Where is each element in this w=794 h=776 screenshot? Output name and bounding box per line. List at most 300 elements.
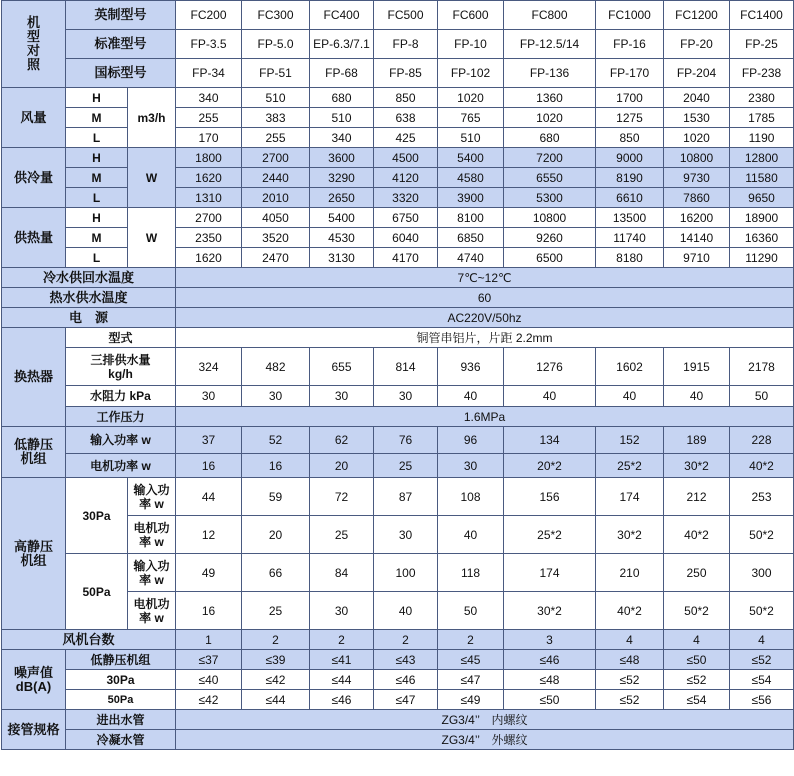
value-cell: FP-8 bbox=[374, 30, 438, 59]
value-cell: 25*2 bbox=[596, 454, 664, 478]
spec-table-body bbox=[2, 1, 794, 750]
value-cell: 25 bbox=[310, 516, 374, 554]
value-cell: 383 bbox=[242, 108, 310, 128]
value-cell: 152 bbox=[596, 427, 664, 454]
water-flow-label-line: kg/h bbox=[108, 366, 133, 381]
value-cell: 30*2 bbox=[504, 592, 596, 630]
noise-condition-label: 50Pa bbox=[66, 690, 176, 710]
value-cell: 4530 bbox=[310, 228, 374, 248]
noise-condition-label: 低静压机组 bbox=[66, 650, 176, 670]
value-cell: 9730 bbox=[664, 168, 730, 188]
value-cell: 4740 bbox=[438, 248, 504, 268]
high-static-label-line: 高静压 bbox=[13, 538, 53, 554]
value-cell: 2440 bbox=[242, 168, 310, 188]
value-cell: 6550 bbox=[504, 168, 596, 188]
value-cell: 96 bbox=[438, 427, 504, 454]
model-row-label: 国标型号 bbox=[66, 59, 176, 88]
value-cell: 228 bbox=[730, 427, 794, 454]
value-cell: FC600 bbox=[438, 1, 504, 30]
value-cell: 11290 bbox=[730, 248, 794, 268]
value-cell: FP-10 bbox=[438, 30, 504, 59]
value-cell: 850 bbox=[596, 128, 664, 148]
value-cell: FC1000 bbox=[596, 1, 664, 30]
fan-count-label: 风机台数 bbox=[2, 630, 176, 650]
static-pressure-label: 50Pa bbox=[66, 554, 128, 630]
value-cell: 3900 bbox=[438, 188, 504, 208]
value-cell: 40*2 bbox=[730, 454, 794, 478]
cold-water-temp-label: 冷水供回水温度 bbox=[2, 268, 176, 288]
heating-capacity-unit: W bbox=[128, 208, 176, 268]
value-cell: 2 bbox=[242, 630, 310, 650]
value-cell: ≤52 bbox=[664, 670, 730, 690]
value-cell: 18900 bbox=[730, 208, 794, 228]
value-cell: 3 bbox=[504, 630, 596, 650]
value-cell: 170 bbox=[176, 128, 242, 148]
value-cell: 11740 bbox=[596, 228, 664, 248]
speed-level: H bbox=[66, 208, 128, 228]
value-cell: 936 bbox=[438, 348, 504, 386]
value-cell: 16 bbox=[242, 454, 310, 478]
value-cell: FC400 bbox=[310, 1, 374, 30]
value-cell: 255 bbox=[242, 128, 310, 148]
value-cell: FP-136 bbox=[504, 59, 596, 88]
pipe-inlet-value: ZG3/4’’ 内螺纹 bbox=[176, 710, 794, 730]
hot-water-temp-value: 60 bbox=[176, 288, 794, 308]
static-pressure-label: 30Pa bbox=[66, 478, 128, 554]
value-cell: 3290 bbox=[310, 168, 374, 188]
value-cell: FP-25 bbox=[730, 30, 794, 59]
value-cell: 4 bbox=[596, 630, 664, 650]
value-cell: 134 bbox=[504, 427, 596, 454]
value-cell: 2650 bbox=[310, 188, 374, 208]
value-cell: 1800 bbox=[176, 148, 242, 168]
value-cell: 8180 bbox=[596, 248, 664, 268]
heating-capacity-label: 供热量 bbox=[2, 208, 66, 268]
high-static-input-label bbox=[128, 478, 176, 516]
value-cell: 1360 bbox=[504, 88, 596, 108]
high-static-motor-label-line: 电机功 bbox=[133, 596, 170, 611]
value-cell: 25*2 bbox=[504, 516, 596, 554]
value-cell: 156 bbox=[504, 478, 596, 516]
model-row-label: 标准型号 bbox=[66, 30, 176, 59]
value-cell: 1020 bbox=[504, 108, 596, 128]
speed-level: H bbox=[66, 88, 128, 108]
water-resistance-row bbox=[2, 386, 794, 407]
noise-condition-label: 30Pa bbox=[66, 670, 176, 690]
value-cell: FP-238 bbox=[730, 59, 794, 88]
value-cell: 7200 bbox=[504, 148, 596, 168]
value-cell: 6500 bbox=[504, 248, 596, 268]
airflow-row bbox=[2, 108, 794, 128]
value-cell: 510 bbox=[310, 108, 374, 128]
value-cell: 2010 bbox=[242, 188, 310, 208]
value-cell: 44 bbox=[176, 478, 242, 516]
value-cell: 62 bbox=[310, 427, 374, 454]
value-cell: 8100 bbox=[438, 208, 504, 228]
value-cell: 30*2 bbox=[596, 516, 664, 554]
value-cell: 9000 bbox=[596, 148, 664, 168]
value-cell: ≤54 bbox=[730, 670, 794, 690]
value-cell: ≤46 bbox=[310, 690, 374, 710]
value-cell: 4 bbox=[730, 630, 794, 650]
value-cell: 30 bbox=[176, 386, 242, 407]
value-cell: ≤48 bbox=[596, 650, 664, 670]
high-static-motor-label bbox=[128, 592, 176, 630]
value-cell: ≤41 bbox=[310, 650, 374, 670]
value-cell: 5400 bbox=[310, 208, 374, 228]
value-cell: 510 bbox=[438, 128, 504, 148]
value-cell: 30 bbox=[438, 454, 504, 478]
value-cell: ≤48 bbox=[504, 670, 596, 690]
speed-level: M bbox=[66, 168, 128, 188]
value-cell: 324 bbox=[176, 348, 242, 386]
value-cell: 4500 bbox=[374, 148, 438, 168]
value-cell: FP-3.5 bbox=[176, 30, 242, 59]
high-static-motor-label-line: 电机功 bbox=[133, 520, 170, 535]
value-cell: 850 bbox=[374, 88, 438, 108]
value-cell: 2040 bbox=[664, 88, 730, 108]
high-static-motor-label bbox=[128, 516, 176, 554]
cooling-capacity-row bbox=[2, 188, 794, 208]
value-cell: 2 bbox=[438, 630, 504, 650]
value-cell: 108 bbox=[438, 478, 504, 516]
low-static-motor-label: 电机功率 w bbox=[66, 454, 176, 478]
value-cell: 59 bbox=[242, 478, 310, 516]
value-cell: FP-102 bbox=[438, 59, 504, 88]
water-flow-label bbox=[66, 348, 176, 386]
value-cell: FP-204 bbox=[664, 59, 730, 88]
heat-exchanger-type-row bbox=[2, 328, 794, 348]
value-cell: 1785 bbox=[730, 108, 794, 128]
value-cell: 6610 bbox=[596, 188, 664, 208]
noise-row bbox=[2, 690, 794, 710]
value-cell: 40*2 bbox=[664, 516, 730, 554]
value-cell: 6040 bbox=[374, 228, 438, 248]
value-cell: ≤43 bbox=[374, 650, 438, 670]
exchanger-type-label: 型式 bbox=[66, 328, 176, 348]
value-cell: 40 bbox=[374, 592, 438, 630]
value-cell: 3130 bbox=[310, 248, 374, 268]
value-cell: 49 bbox=[176, 554, 242, 592]
value-cell: 1276 bbox=[504, 348, 596, 386]
value-cell: 66 bbox=[242, 554, 310, 592]
power-supply-value: AC220V/50hz bbox=[176, 308, 794, 328]
value-cell: 40 bbox=[504, 386, 596, 407]
value-cell: 482 bbox=[242, 348, 310, 386]
value-cell: 50*2 bbox=[664, 592, 730, 630]
working-pressure-value: 1.6MPa bbox=[176, 407, 794, 427]
speed-level: L bbox=[66, 188, 128, 208]
value-cell: FP-85 bbox=[374, 59, 438, 88]
power-supply-label: 电 源 bbox=[2, 308, 176, 328]
high-static-input-label-line: 输入功 bbox=[133, 482, 170, 497]
value-cell: 1 bbox=[176, 630, 242, 650]
cooling-capacity-row bbox=[2, 168, 794, 188]
value-cell: ≤44 bbox=[310, 670, 374, 690]
value-cell: 20 bbox=[242, 516, 310, 554]
value-cell: 50*2 bbox=[730, 516, 794, 554]
value-cell: 11580 bbox=[730, 168, 794, 188]
value-cell: 4 bbox=[664, 630, 730, 650]
value-cell: 40*2 bbox=[596, 592, 664, 630]
value-cell: 212 bbox=[664, 478, 730, 516]
value-cell: 210 bbox=[596, 554, 664, 592]
value-cell: ≤50 bbox=[504, 690, 596, 710]
value-cell: 250 bbox=[664, 554, 730, 592]
model-compare-header bbox=[2, 1, 66, 88]
value-cell: 8190 bbox=[596, 168, 664, 188]
value-cell: 50 bbox=[438, 592, 504, 630]
heating-capacity-row bbox=[2, 228, 794, 248]
value-cell: 340 bbox=[176, 88, 242, 108]
cooling-capacity-label: 供冷量 bbox=[2, 148, 66, 208]
high-static-input-row bbox=[2, 554, 794, 592]
hot-water-temp-label: 热水供水温度 bbox=[2, 288, 176, 308]
value-cell: ≤56 bbox=[730, 690, 794, 710]
value-cell: 2470 bbox=[242, 248, 310, 268]
value-cell: 4050 bbox=[242, 208, 310, 228]
value-cell: 50 bbox=[730, 386, 794, 407]
value-cell: 1020 bbox=[664, 128, 730, 148]
value-cell: 118 bbox=[438, 554, 504, 592]
value-cell: ≤52 bbox=[730, 650, 794, 670]
value-cell: 5400 bbox=[438, 148, 504, 168]
value-cell: 6850 bbox=[438, 228, 504, 248]
value-cell: 37 bbox=[176, 427, 242, 454]
noise-label-line: 噪声值 bbox=[13, 664, 53, 680]
value-cell: ≤54 bbox=[664, 690, 730, 710]
value-cell: 12 bbox=[176, 516, 242, 554]
value-cell: 1530 bbox=[664, 108, 730, 128]
value-cell: FP-5.0 bbox=[242, 30, 310, 59]
value-cell: 680 bbox=[504, 128, 596, 148]
cooling-capacity-row bbox=[2, 148, 794, 168]
low-static-motor-row bbox=[2, 454, 794, 478]
value-cell: 680 bbox=[310, 88, 374, 108]
value-cell: ≤49 bbox=[438, 690, 504, 710]
value-cell: 1190 bbox=[730, 128, 794, 148]
value-cell: 13500 bbox=[596, 208, 664, 228]
model-compare-line: 型 bbox=[26, 29, 40, 44]
speed-level: M bbox=[66, 108, 128, 128]
value-cell: 174 bbox=[504, 554, 596, 592]
value-cell: 10800 bbox=[664, 148, 730, 168]
value-cell: FP-68 bbox=[310, 59, 374, 88]
hot-water-temp-row bbox=[2, 288, 794, 308]
low-static-label-line: 机组 bbox=[20, 451, 47, 466]
cold-water-temp-value: 7℃~12℃ bbox=[176, 268, 794, 288]
value-cell: FC1200 bbox=[664, 1, 730, 30]
cooling-capacity-unit: W bbox=[128, 148, 176, 208]
noise-row bbox=[2, 670, 794, 690]
value-cell: 1310 bbox=[176, 188, 242, 208]
value-cell: 2178 bbox=[730, 348, 794, 386]
pipe-spec-label: 接管规格 bbox=[2, 710, 66, 750]
spec-table bbox=[1, 0, 794, 750]
value-cell: 16200 bbox=[664, 208, 730, 228]
value-cell: FC300 bbox=[242, 1, 310, 30]
working-pressure-label: 工作压力 bbox=[66, 407, 176, 427]
value-cell: 2700 bbox=[242, 148, 310, 168]
value-cell: 84 bbox=[310, 554, 374, 592]
value-cell: ≤47 bbox=[374, 690, 438, 710]
cold-water-temp-row bbox=[2, 268, 794, 288]
value-cell: 40 bbox=[438, 386, 504, 407]
value-cell: 2350 bbox=[176, 228, 242, 248]
value-cell: 4120 bbox=[374, 168, 438, 188]
power-supply-row bbox=[2, 308, 794, 328]
speed-level: H bbox=[66, 148, 128, 168]
water-flow-row bbox=[2, 348, 794, 386]
value-cell: 40 bbox=[438, 516, 504, 554]
value-cell: 1020 bbox=[438, 88, 504, 108]
value-cell: 14140 bbox=[664, 228, 730, 248]
model-row-label: 英制型号 bbox=[66, 1, 176, 30]
value-cell: 4580 bbox=[438, 168, 504, 188]
value-cell: ≤42 bbox=[176, 690, 242, 710]
value-cell: 25 bbox=[374, 454, 438, 478]
value-cell: FP-16 bbox=[596, 30, 664, 59]
high-static-input-row bbox=[2, 478, 794, 516]
value-cell: 1620 bbox=[176, 248, 242, 268]
model-compare-line: 机 bbox=[26, 15, 40, 30]
value-cell: 638 bbox=[374, 108, 438, 128]
value-cell: 12800 bbox=[730, 148, 794, 168]
value-cell: 10800 bbox=[504, 208, 596, 228]
value-cell: ≤37 bbox=[176, 650, 242, 670]
value-cell: 814 bbox=[374, 348, 438, 386]
value-cell: 76 bbox=[374, 427, 438, 454]
model-row bbox=[2, 30, 794, 59]
value-cell: 20*2 bbox=[504, 454, 596, 478]
low-static-input-label: 输入功率 w bbox=[66, 427, 176, 454]
value-cell: 40 bbox=[664, 386, 730, 407]
value-cell: 30 bbox=[374, 516, 438, 554]
value-cell: 9650 bbox=[730, 188, 794, 208]
water-resistance-label: 水阻力 kPa bbox=[66, 386, 176, 407]
value-cell: 189 bbox=[664, 427, 730, 454]
value-cell: 2 bbox=[374, 630, 438, 650]
value-cell: ≤47 bbox=[438, 670, 504, 690]
value-cell: 6750 bbox=[374, 208, 438, 228]
value-cell: 1915 bbox=[664, 348, 730, 386]
pipe-drain-label: 冷凝水管 bbox=[66, 730, 176, 750]
value-cell: ≤44 bbox=[242, 690, 310, 710]
value-cell: 510 bbox=[242, 88, 310, 108]
value-cell: 655 bbox=[310, 348, 374, 386]
value-cell: 1602 bbox=[596, 348, 664, 386]
heat-exchanger-label: 换热器 bbox=[2, 328, 66, 427]
low-static-label-line: 低静压 bbox=[13, 437, 53, 452]
value-cell: 425 bbox=[374, 128, 438, 148]
value-cell: 30 bbox=[310, 592, 374, 630]
value-cell: 5300 bbox=[504, 188, 596, 208]
value-cell: ≤52 bbox=[596, 690, 664, 710]
value-cell: 30*2 bbox=[664, 454, 730, 478]
water-flow-label-line: 三排供水量 bbox=[90, 352, 151, 367]
value-cell: FP-12.5/14 bbox=[504, 30, 596, 59]
value-cell: FP-170 bbox=[596, 59, 664, 88]
value-cell: 340 bbox=[310, 128, 374, 148]
value-cell: 3320 bbox=[374, 188, 438, 208]
pipe-inlet-label: 进出水管 bbox=[66, 710, 176, 730]
value-cell: 52 bbox=[242, 427, 310, 454]
high-static-label bbox=[2, 478, 66, 630]
value-cell: 2380 bbox=[730, 88, 794, 108]
low-static-input-row bbox=[2, 427, 794, 454]
value-cell: EP-6.3/7.1 bbox=[310, 30, 374, 59]
high-static-input-label-line: 输入功 bbox=[133, 558, 170, 573]
high-static-motor-label-line: 率 w bbox=[139, 534, 164, 549]
value-cell: 30 bbox=[242, 386, 310, 407]
speed-level: M bbox=[66, 228, 128, 248]
value-cell: 9710 bbox=[664, 248, 730, 268]
value-cell: FC500 bbox=[374, 1, 438, 30]
value-cell: 9260 bbox=[504, 228, 596, 248]
heating-capacity-row bbox=[2, 208, 794, 228]
low-static-label bbox=[2, 427, 66, 478]
value-cell: 100 bbox=[374, 554, 438, 592]
exchanger-type-value: 铜管串铝片，片距 2.2mm bbox=[176, 328, 794, 348]
value-cell: 7860 bbox=[664, 188, 730, 208]
value-cell: 2 bbox=[310, 630, 374, 650]
value-cell: 16 bbox=[176, 592, 242, 630]
pipe-drain-row bbox=[2, 730, 794, 750]
value-cell: 16 bbox=[176, 454, 242, 478]
fan-count-row bbox=[2, 630, 794, 650]
value-cell: 30 bbox=[310, 386, 374, 407]
speed-level: L bbox=[66, 248, 128, 268]
noise-label bbox=[2, 650, 66, 710]
value-cell: FP-51 bbox=[242, 59, 310, 88]
airflow-row bbox=[2, 88, 794, 108]
value-cell: ≤39 bbox=[242, 650, 310, 670]
value-cell: 2700 bbox=[176, 208, 242, 228]
noise-label-line: dB(A) bbox=[15, 678, 52, 694]
value-cell: ≤46 bbox=[504, 650, 596, 670]
working-pressure-row bbox=[2, 407, 794, 427]
value-cell: 30 bbox=[374, 386, 438, 407]
value-cell: 20 bbox=[310, 454, 374, 478]
airflow-row bbox=[2, 128, 794, 148]
airflow-label: 风量 bbox=[2, 88, 66, 148]
value-cell: FP-20 bbox=[664, 30, 730, 59]
noise-row bbox=[2, 650, 794, 670]
value-cell: ≤42 bbox=[242, 670, 310, 690]
value-cell: 87 bbox=[374, 478, 438, 516]
value-cell: 1700 bbox=[596, 88, 664, 108]
heating-capacity-row bbox=[2, 248, 794, 268]
value-cell: 300 bbox=[730, 554, 794, 592]
model-compare-line: 对 bbox=[26, 43, 40, 58]
value-cell: 40 bbox=[596, 386, 664, 407]
high-static-label-line: 机组 bbox=[20, 552, 47, 568]
value-cell: ≤45 bbox=[438, 650, 504, 670]
model-row bbox=[2, 59, 794, 88]
value-cell: 4170 bbox=[374, 248, 438, 268]
value-cell: 25 bbox=[242, 592, 310, 630]
value-cell: 50*2 bbox=[730, 592, 794, 630]
value-cell: ≤50 bbox=[664, 650, 730, 670]
value-cell: 1620 bbox=[176, 168, 242, 188]
value-cell: ≤52 bbox=[596, 670, 664, 690]
value-cell: ≤40 bbox=[176, 670, 242, 690]
value-cell: 16360 bbox=[730, 228, 794, 248]
high-static-motor-label-line: 率 w bbox=[139, 610, 164, 625]
high-static-input-label-line: 率 w bbox=[139, 496, 164, 511]
value-cell: 253 bbox=[730, 478, 794, 516]
pipe-inlet-row bbox=[2, 710, 794, 730]
